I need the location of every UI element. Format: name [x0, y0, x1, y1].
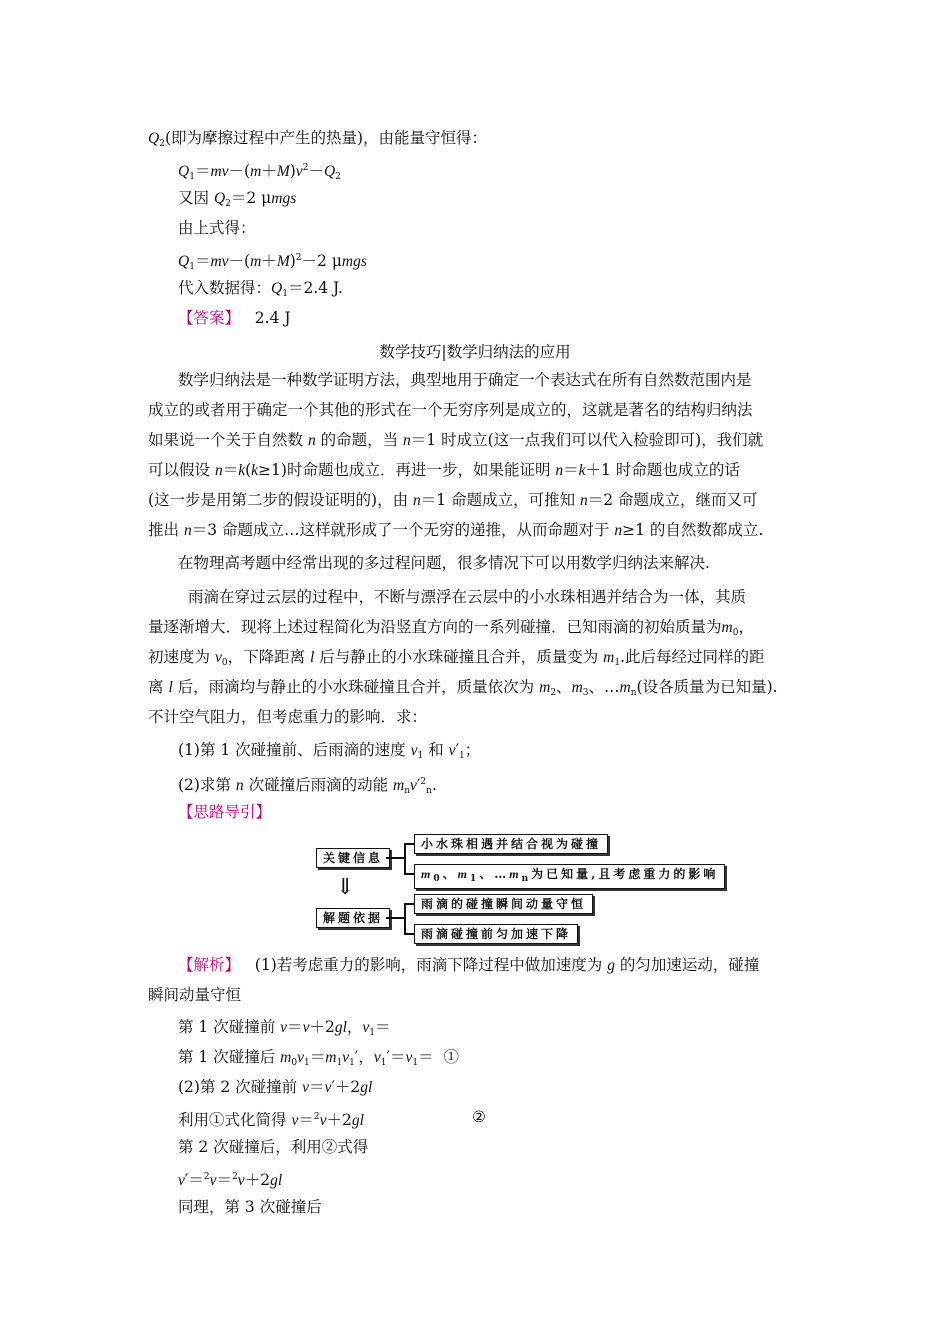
paragraph-line: 推出 n＝3 命题成立…这样就形成了一个无穷的递推，从而命题对于 n≥1 的自然数都成立. — [148, 521, 764, 539]
problem-line: (2)求第 n 次碰撞后雨滴的动能 $m_nv'^2_n$. — [178, 776, 437, 796]
solution-line: 第 1 次碰撞后 $m_0v_1=m_1v_1'$，$v_1'=v_1=$ ① — [178, 1048, 459, 1068]
text-line: 代入数据得：$Q_1=2.4$ J. — [178, 279, 343, 299]
hint-tag: 【思路导引】 — [178, 803, 272, 821]
paragraph-line: 成立的或者用于确定一个其他的形式在一个无穷序列是成立的，这就是著名的结构归纳法 — [148, 401, 753, 419]
down-arrow-icon: ⇓ — [336, 875, 355, 900]
solution-line: 第 1 次碰撞前 v＝v＋2gl，$v_1=$ — [178, 1018, 391, 1038]
solution-line: 利用①式化简得 v＝$^2$v＋2gl — [178, 1111, 364, 1129]
problem-line: 初速度为 $v_0$，下降距离 l 后与静止的小水珠碰撞且合并，质量变为 $m_1$.此后每经过同样的距 — [148, 648, 765, 668]
solution-line: (2)第 2 次碰撞前 v＝v′＋2gl — [178, 1078, 373, 1096]
solution-line: v′＝$^2$v＝$^2$v＋2gl — [178, 1171, 283, 1189]
flow-item-2: $m_0$、$m_1$、$\dots m_n$为已知量,且考虑重力的影响 — [414, 864, 725, 889]
flow-connector — [404, 843, 406, 873]
flow-connector — [386, 857, 404, 859]
paragraph-line: (这一步是用第二步的假设证明的)，由 n＝1 命题成立，可推知 n＝2 命题成立，继而又可 — [148, 491, 758, 509]
section-title: 数学技巧|数学归纳法的应用 — [379, 343, 571, 361]
flow-connector — [404, 843, 414, 845]
solution-line: 瞬间动量守恒 — [148, 986, 242, 1004]
flow-connector — [386, 917, 404, 919]
equation-line: 又因 $Q_2=2$ μmgs — [178, 189, 297, 209]
flow-item-4: 雨滴碰撞前匀加速下降 — [414, 924, 578, 944]
answer-tag: 【答案】 — [178, 309, 241, 327]
paragraph-line: 数学归纳法是一种数学证明方法，典型地用于确定一个表达式在所有自然数范围内是 — [178, 371, 752, 389]
answer-line: 【答案】 2.4 J — [178, 309, 291, 327]
paragraph-line: 在物理高考题中经常出现的多过程问题，很多情况下可以用数学归纳法来解决. — [178, 554, 710, 572]
text-line: 由上式得： — [178, 219, 256, 237]
flow-connector — [404, 903, 406, 933]
paragraph-line: 可以假设 n＝k(k≥1)时命题也成立．再进一步，如果能证明 n＝k＋1 时命题也成立的话 — [148, 461, 740, 479]
solution-line: 【解析】 (1)若考虑重力的影响，雨滴下降过程中做加速度为 g 的匀加速运动，碰撞 — [178, 956, 760, 974]
paragraph-line: 如果说一个关于自然数 n 的命题，当 n＝1 时成立(这一点我们可以代入检验即可)，我们就 — [148, 431, 764, 449]
flow-basis: 解题依据 — [316, 908, 390, 928]
solution-tag: 【解析】 — [178, 956, 241, 974]
problem-line: 雨滴在穿过云层的过程中，不断与漂浮在云层中的小水珠相遇并结合为一体，其质 — [188, 588, 747, 606]
flow-connector — [404, 933, 414, 935]
solution-line: 同理，第 3 次碰撞后 — [178, 1198, 322, 1216]
problem-line: (1)第 1 次碰撞前、后雨滴的速度 $v_1$ 和 $v'_1$； — [178, 741, 481, 761]
problem-line: 量逐渐增大．现将上述过程简化为沿竖直方向的一系列碰撞．已知雨滴的初始质量为$m_0$， — [148, 618, 754, 638]
flow-item-3: 雨滴的碰撞瞬间动量守恒 — [414, 894, 593, 914]
problem-line: 不计空气阻力，但考虑重力的影响．求： — [148, 708, 428, 726]
flow-key-info: 关键信息 — [316, 848, 390, 868]
flow-item-1: 小水珠相遇并结合视为碰撞 — [414, 834, 608, 854]
text-line: $Q_2$(即为摩擦过程中产生的热量)，由能量守恒得： — [148, 129, 488, 149]
flow-connector — [404, 873, 414, 875]
equation-line: $Q_1=mv-(m+M)^2-2$ μmgs — [178, 252, 367, 272]
flow-connector — [404, 903, 414, 905]
problem-line: 离 l 后，雨滴均与静止的小水珠碰撞且合并，质量依次为 $m_2$、$m_3$、$\dots m_n$(设各质量为已知量). — [148, 678, 778, 698]
solution-line: 第 2 次碰撞后，利用②式得 — [178, 1138, 369, 1156]
equation-number: ② — [472, 1108, 486, 1126]
equation-line: $Q_1=mv-(m+M)v^2-Q_2$ — [178, 162, 341, 182]
